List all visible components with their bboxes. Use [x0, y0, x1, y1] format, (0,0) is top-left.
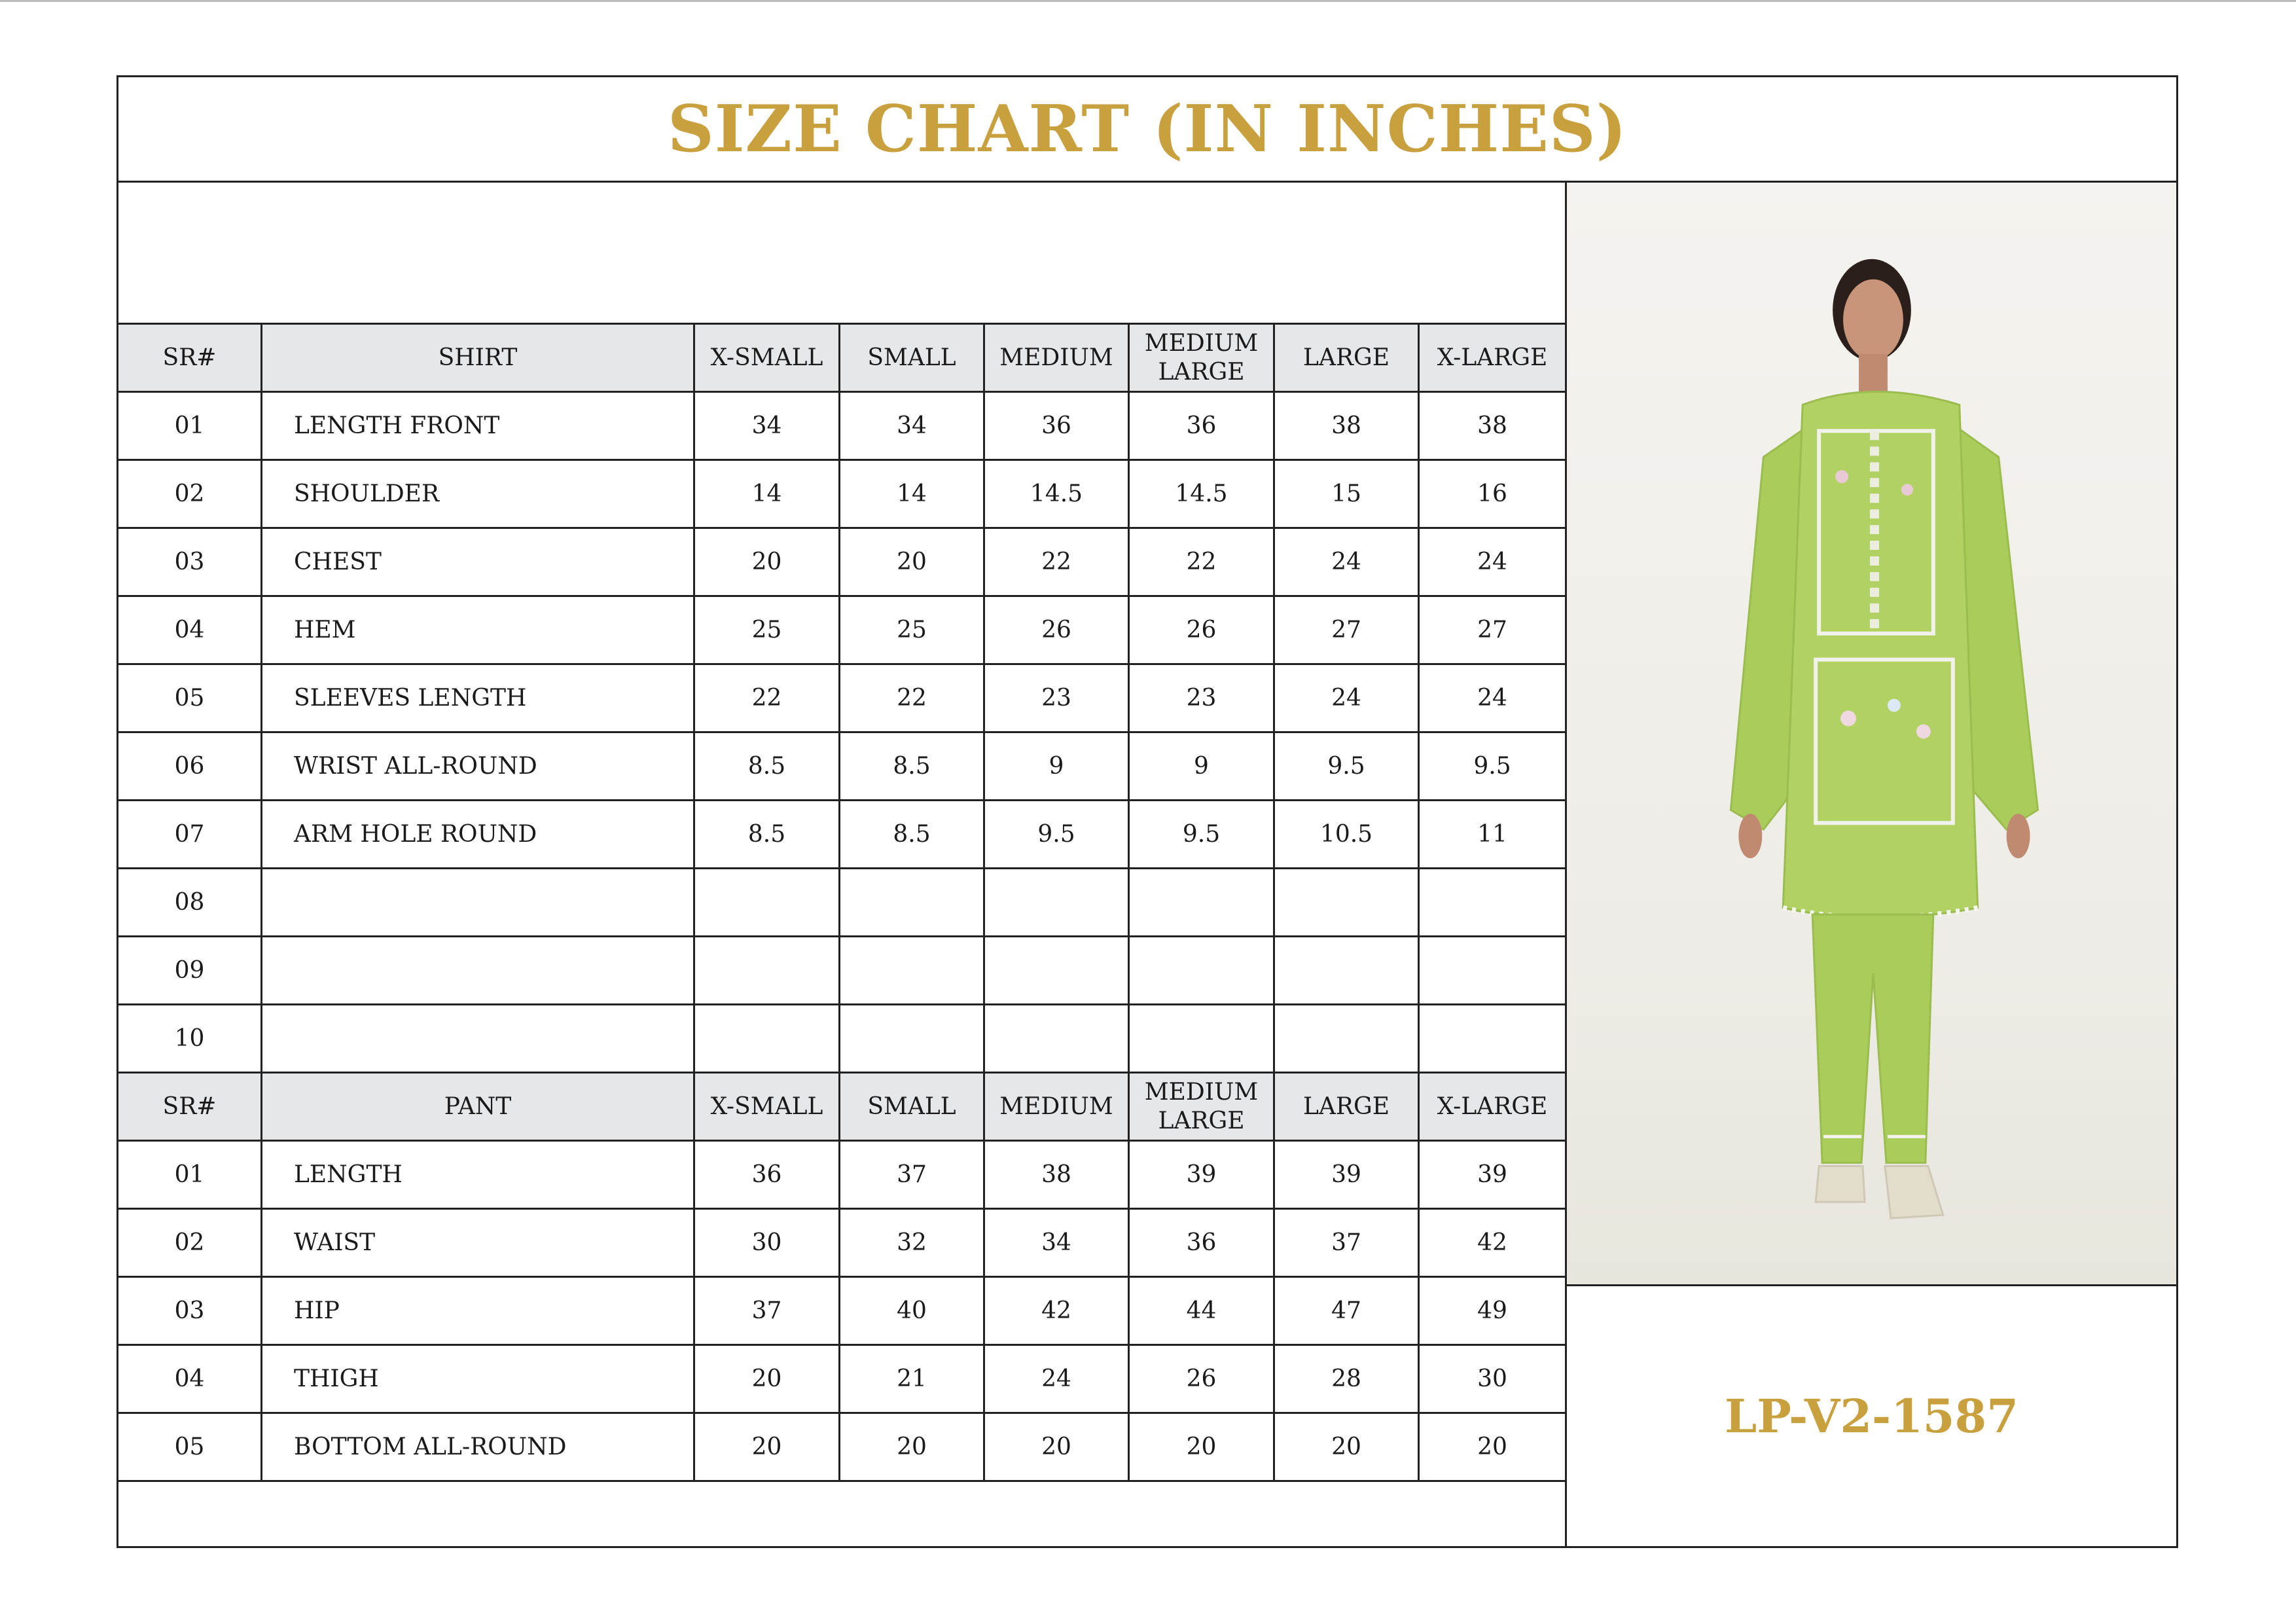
pant-cell: 37 — [694, 1277, 840, 1345]
shirt-cell — [984, 937, 1129, 1005]
shirt-cell: 34 — [694, 392, 840, 460]
model-illustration — [1567, 183, 2176, 1284]
shirt-cell — [840, 1005, 984, 1073]
pant-cell: 40 — [840, 1277, 984, 1345]
shirt-cell: 9.5 — [1419, 732, 1566, 801]
shirt-header-cell: MEDIUM LARGE — [1129, 324, 1274, 392]
shirt-header-cell: SMALL — [840, 324, 984, 392]
pant-cell: 30 — [694, 1209, 840, 1277]
pant-cell: 20 — [984, 1413, 1129, 1481]
pant-cell: BOTTOM ALL-ROUND — [262, 1413, 694, 1481]
shirt-cell: CHEST — [262, 528, 694, 596]
shirt-cell: 07 — [118, 801, 262, 869]
shirt-cell: 8.5 — [840, 732, 984, 801]
shirt-header-cell: LARGE — [1274, 324, 1419, 392]
shirt-cell: 9 — [984, 732, 1129, 801]
page-title: SIZE CHART (IN INCHES) — [667, 91, 1628, 167]
shirt-cell: 20 — [694, 528, 840, 596]
pant-cell: 42 — [984, 1277, 1129, 1345]
shirt-cell: HEM — [262, 596, 694, 664]
shirt-row — [118, 801, 1566, 869]
shirt-cell — [1274, 937, 1419, 1005]
shirt-cell: 06 — [118, 732, 262, 801]
shirt-cell: 8.5 — [694, 801, 840, 869]
product-code: LP-V2-1587 — [1725, 1389, 2018, 1443]
shirt-cell — [1274, 869, 1419, 937]
shirt-cell: 05 — [118, 664, 262, 732]
pant-cell: HIP — [262, 1277, 694, 1345]
pant-header-cell: X-LARGE — [1419, 1073, 1566, 1141]
pant-cell: 21 — [840, 1345, 984, 1413]
shirt-cell: 24 — [1419, 664, 1566, 732]
pant-cell: 20 — [840, 1413, 984, 1481]
shirt-cell: 26 — [984, 596, 1129, 664]
pant-cell: 36 — [1129, 1209, 1274, 1277]
shirt-row — [118, 528, 1566, 596]
pant-cell: 39 — [1419, 1141, 1566, 1209]
shirt-cell: 10.5 — [1274, 801, 1419, 869]
pant-header-cell: SMALL — [840, 1073, 984, 1141]
shirt-header-cell: SR# — [118, 324, 262, 392]
shirt-cell — [1419, 1005, 1566, 1073]
shirt-cell — [840, 937, 984, 1005]
shirt-cell: 25 — [694, 596, 840, 664]
shirt-cell — [1274, 1005, 1419, 1073]
shirt-row — [118, 460, 1566, 528]
pant-cell: 37 — [840, 1141, 984, 1209]
shirt-cell: 8.5 — [694, 732, 840, 801]
shirt-cell: SLEEVES LENGTH — [262, 664, 694, 732]
shirt-cell: 11 — [1419, 801, 1566, 869]
shirt-cell: 01 — [118, 392, 262, 460]
pant-cell: 47 — [1274, 1277, 1419, 1345]
blank-area — [118, 183, 1565, 324]
pant-row — [118, 1141, 1566, 1209]
pant-header-cell: SR# — [118, 1073, 262, 1141]
pant-header-cell: PANT — [262, 1073, 694, 1141]
pant-row — [118, 1209, 1566, 1277]
shirt-header-cell: X-SMALL — [694, 324, 840, 392]
shirt-cell — [694, 937, 840, 1005]
size-table-body — [118, 324, 1566, 1481]
shirt-cell: 27 — [1419, 596, 1566, 664]
pant-cell: 26 — [1129, 1345, 1274, 1413]
shirt-cell: 04 — [118, 596, 262, 664]
pant-cell: 04 — [118, 1345, 262, 1413]
pant-cell: 24 — [984, 1345, 1129, 1413]
pant-cell: 28 — [1274, 1345, 1419, 1413]
shirt-cell: 36 — [1129, 392, 1274, 460]
shirt-cell: 25 — [840, 596, 984, 664]
shirt-cell — [262, 869, 694, 937]
shirt-cell: 34 — [840, 392, 984, 460]
shirt-cell: 9 — [1129, 732, 1274, 801]
pant-header-cell: MEDIUM — [984, 1073, 1129, 1141]
shirt-cell — [984, 869, 1129, 937]
shirt-cell — [1129, 1005, 1274, 1073]
pant-header-cell: LARGE — [1274, 1073, 1419, 1141]
shirt-cell: 8.5 — [840, 801, 984, 869]
pant-cell: 20 — [694, 1345, 840, 1413]
product-photo — [1567, 183, 2176, 1286]
shirt-cell: 14.5 — [1129, 460, 1274, 528]
shirt-cell: 9.5 — [984, 801, 1129, 869]
shirt-cell: 08 — [118, 869, 262, 937]
shirt-cell: 22 — [1129, 528, 1274, 596]
top-divider-line — [0, 0, 2296, 2]
shirt-cell: 02 — [118, 460, 262, 528]
shirt-header-cell: SHIRT — [262, 324, 694, 392]
pant-cell: 36 — [694, 1141, 840, 1209]
shirt-row — [118, 937, 1566, 1005]
shirt-cell: 26 — [1129, 596, 1274, 664]
shirt-cell — [262, 1005, 694, 1073]
shirt-cell: 22 — [840, 664, 984, 732]
shirt-cell: 27 — [1274, 596, 1419, 664]
shirt-cell — [840, 869, 984, 937]
pant-row — [118, 1345, 1566, 1413]
pant-cell: 05 — [118, 1413, 262, 1481]
shirt-cell: 22 — [984, 528, 1129, 596]
pant-cell: 02 — [118, 1209, 262, 1277]
shirt-row — [118, 732, 1566, 801]
pant-cell: 01 — [118, 1141, 262, 1209]
right-panel — [1565, 183, 2176, 1546]
shirt-cell: 23 — [984, 664, 1129, 732]
pant-cell: 34 — [984, 1209, 1129, 1277]
shirt-cell — [1129, 869, 1274, 937]
shirt-cell — [694, 869, 840, 937]
shirt-cell: 10 — [118, 1005, 262, 1073]
pant-cell: 44 — [1129, 1277, 1274, 1345]
pant-cell: 37 — [1274, 1209, 1419, 1277]
shirt-cell: SHOULDER — [262, 460, 694, 528]
shirt-header-cell: MEDIUM — [984, 324, 1129, 392]
shirt-cell: WRIST ALL-ROUND — [262, 732, 694, 801]
shirt-cell: 23 — [1129, 664, 1274, 732]
shirt-cell: 24 — [1274, 528, 1419, 596]
size-table — [117, 323, 1567, 1482]
shirt-cell: 9.5 — [1274, 732, 1419, 801]
shirt-cell — [984, 1005, 1129, 1073]
pant-cell: 03 — [118, 1277, 262, 1345]
shirt-cell: 38 — [1419, 392, 1566, 460]
shirt-cell: 36 — [984, 392, 1129, 460]
shirt-cell: 20 — [840, 528, 984, 596]
pant-cell: 42 — [1419, 1209, 1566, 1277]
shirt-row — [118, 1005, 1566, 1073]
size-chart-frame — [117, 75, 2178, 1548]
shirt-cell: 15 — [1274, 460, 1419, 528]
shirt-cell: 9.5 — [1129, 801, 1274, 869]
shirt-row — [118, 392, 1566, 460]
shirt-cell: 14 — [840, 460, 984, 528]
pant-cell: 39 — [1274, 1141, 1419, 1209]
pant-cell: 38 — [984, 1141, 1129, 1209]
pant-cell: 49 — [1419, 1277, 1566, 1345]
shirt-header-cell: X-LARGE — [1419, 324, 1566, 392]
shirt-cell: 24 — [1419, 528, 1566, 596]
pant-cell: 39 — [1129, 1141, 1274, 1209]
shirt-cell — [694, 1005, 840, 1073]
pant-cell: 32 — [840, 1209, 984, 1277]
shirt-cell — [262, 937, 694, 1005]
pant-cell: 20 — [1419, 1413, 1566, 1481]
shirt-cell: 22 — [694, 664, 840, 732]
shirt-row — [118, 664, 1566, 732]
pant-cell: 30 — [1419, 1345, 1566, 1413]
shirt-cell: 38 — [1274, 392, 1419, 460]
pant-row — [118, 1413, 1566, 1481]
title-bar — [118, 77, 2176, 183]
pant-header-cell: X-SMALL — [694, 1073, 840, 1141]
pant-header-row — [118, 1073, 1566, 1141]
shirt-cell: 16 — [1419, 460, 1566, 528]
shirt-cell: 09 — [118, 937, 262, 1005]
pant-cell: THIGH — [262, 1345, 694, 1413]
pant-header-cell: MEDIUM LARGE — [1129, 1073, 1274, 1141]
shirt-cell: 14.5 — [984, 460, 1129, 528]
pant-cell: 20 — [1274, 1413, 1419, 1481]
shirt-cell: 14 — [694, 460, 840, 528]
pant-cell: LENGTH — [262, 1141, 694, 1209]
pant-cell: WAIST — [262, 1209, 694, 1277]
shirt-row — [118, 869, 1566, 937]
shirt-cell — [1419, 937, 1566, 1005]
shirt-row — [118, 596, 1566, 664]
shirt-cell: LENGTH FRONT — [262, 392, 694, 460]
shirt-header-row — [118, 324, 1566, 392]
shirt-cell: 24 — [1274, 664, 1419, 732]
pant-row — [118, 1277, 1566, 1345]
shirt-cell — [1419, 869, 1566, 937]
shirt-cell: ARM HOLE ROUND — [262, 801, 694, 869]
shirt-cell — [1129, 937, 1274, 1005]
pant-cell: 20 — [694, 1413, 840, 1481]
pant-cell: 20 — [1129, 1413, 1274, 1481]
shirt-cell: 03 — [118, 528, 262, 596]
